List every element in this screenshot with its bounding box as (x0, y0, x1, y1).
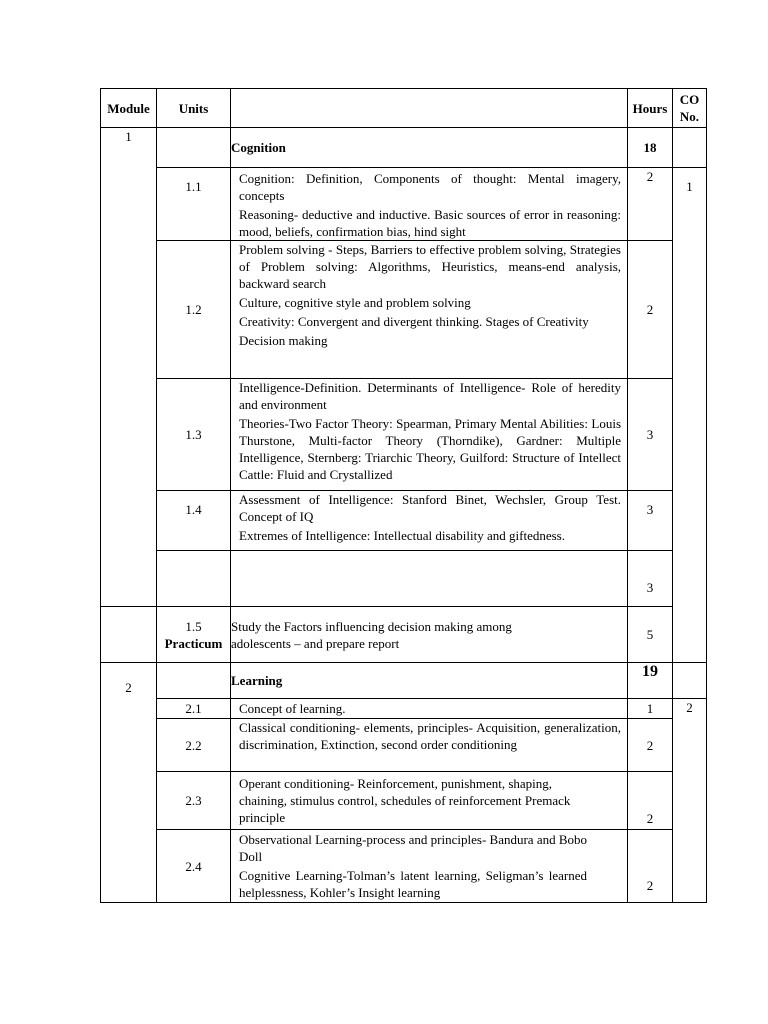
unit-hours: 1 (628, 699, 673, 719)
unit-content (231, 168, 628, 241)
unit-content (231, 241, 628, 379)
unit-number: 1.1 (157, 168, 231, 241)
module-2-title: Learning (231, 663, 628, 699)
practicum-module-blank (101, 607, 157, 663)
module-1-title-units-blank (157, 128, 231, 168)
practicum-unit-number: 1.5 (185, 618, 202, 634)
practicum-text: Study the Factors influencing decision making among adolescents – and prepare report (231, 607, 628, 663)
content-line: Cognitive Learning-Tolman’s latent learning, Seligman’s learned helplessness, Kohler’s Insight learning (239, 868, 587, 900)
unit-number: 1.3 (157, 379, 231, 491)
unit-number: 2.2 (157, 719, 231, 772)
unit-hours: 2 (628, 168, 673, 241)
module-1-hours: 18 (628, 128, 673, 168)
unit-row-1-3 (101, 379, 707, 491)
content-line: Classical conditioning- elements, principles- Acquisition, generalization, discrimination, Extinction, second order conditioning (239, 720, 621, 752)
syllabus-table (100, 88, 707, 903)
unit-hours: 3 (628, 491, 673, 551)
header-blank (231, 89, 628, 128)
header-units: Units (157, 89, 231, 128)
unit-hours: 2 (628, 772, 673, 830)
content-line: Reasoning- deductive and inductive. Basic sources of error in reasoning: mood, beliefs, confirmation bias, hind sight (239, 207, 621, 239)
module-1-co-blank (673, 128, 707, 168)
unit-number: 2.1 (157, 699, 231, 719)
module-1-number: 1 (101, 128, 157, 607)
practicum-unit (157, 607, 231, 663)
unit-content (231, 772, 628, 830)
unit-content-blank (231, 551, 628, 607)
module-2-title-units-blank (157, 663, 231, 699)
unit-hours: 3 (628, 379, 673, 491)
unit-row-2-2 (101, 719, 707, 772)
content-line: Decision making (239, 333, 328, 348)
content-line: Extremes of Intelligence: Intellectual disability and giftedness. (239, 528, 565, 543)
module-2-co-blank (673, 663, 707, 699)
module-2-co: 2 (673, 699, 707, 903)
unit-number: 2.3 (157, 772, 231, 830)
practicum-label: Practicum (164, 635, 223, 651)
module-2-number: 2 (101, 663, 157, 903)
unit-hours: 3 (628, 551, 673, 607)
unit-row-2-3 (101, 772, 707, 830)
syllabus-table-wrapper (100, 88, 706, 903)
practicum-row (101, 607, 707, 663)
unit-number: 2.4 (157, 830, 231, 903)
unit-number-blank (157, 551, 231, 607)
module-1-co: 1 (673, 168, 707, 663)
content-line: Concept of learning. (239, 701, 346, 716)
unit-hours: 2 (628, 241, 673, 379)
unit-hours: 2 (628, 719, 673, 772)
unit-content (231, 491, 628, 551)
unit-content (231, 719, 628, 772)
header-hours: Hours (628, 89, 673, 128)
unit-row-1-1 (101, 168, 707, 241)
content-line: Creativity: Convergent and divergent thinking. Stages of Creativity (239, 314, 589, 329)
content-line: Cognition: Definition, Components of thought: Mental imagery, concepts (239, 171, 621, 203)
module-1-title: Cognition (231, 128, 628, 168)
content-line: Operant conditioning- Reinforcement, punishment, shaping, chaining, stimulus control, schedules of reinforcement Premack principle (239, 776, 571, 825)
content-line: Observational Learning-process and principles- Bandura and Bobo Doll (239, 832, 588, 864)
content-line: Intelligence-Definition. Determinants of Intelligence- Role of heredity and environment (239, 380, 621, 412)
unit-content (231, 379, 628, 491)
content-line: Assessment of Intelligence: Stanford Binet, Wechsler, Group Test. Concept of IQ (239, 492, 621, 524)
unit-row-2-4 (101, 830, 707, 903)
unit-number: 1.2 (157, 241, 231, 379)
header-co: CO No. (673, 89, 707, 128)
module-2-title-row (101, 663, 707, 699)
unit-content (231, 699, 628, 719)
unit-row-1-4 (101, 491, 707, 551)
unit-row-2-1 (101, 699, 707, 719)
module-2-hours: 19 (628, 663, 673, 699)
module-1-title-row (101, 128, 707, 168)
content-line: Theories-Two Factor Theory: Spearman, Primary Mental Abilities: Louis Thurstone, Multi-factor Theory (Thorndike), Gardner: Multiple Intelligence, Sternberg: Triarchic Theory, Guilford: Structure of Intellect Cattle: Fluid and Crystallized (239, 416, 621, 482)
unit-row-1-2 (101, 241, 707, 379)
unit-content (231, 830, 628, 903)
practicum-hours: 5 (628, 607, 673, 663)
unit-row-empty (101, 551, 707, 607)
content-line: Culture, cognitive style and problem solving (239, 295, 471, 310)
unit-hours: 2 (628, 830, 673, 903)
content-line: Problem solving - Steps, Barriers to effective problem solving, Strategies of Problem solving: Algorithms, Heuristics, means-end analysis, backward search (239, 242, 621, 291)
header-row (101, 89, 707, 128)
header-module: Module (101, 89, 157, 128)
unit-number: 1.4 (157, 491, 231, 551)
